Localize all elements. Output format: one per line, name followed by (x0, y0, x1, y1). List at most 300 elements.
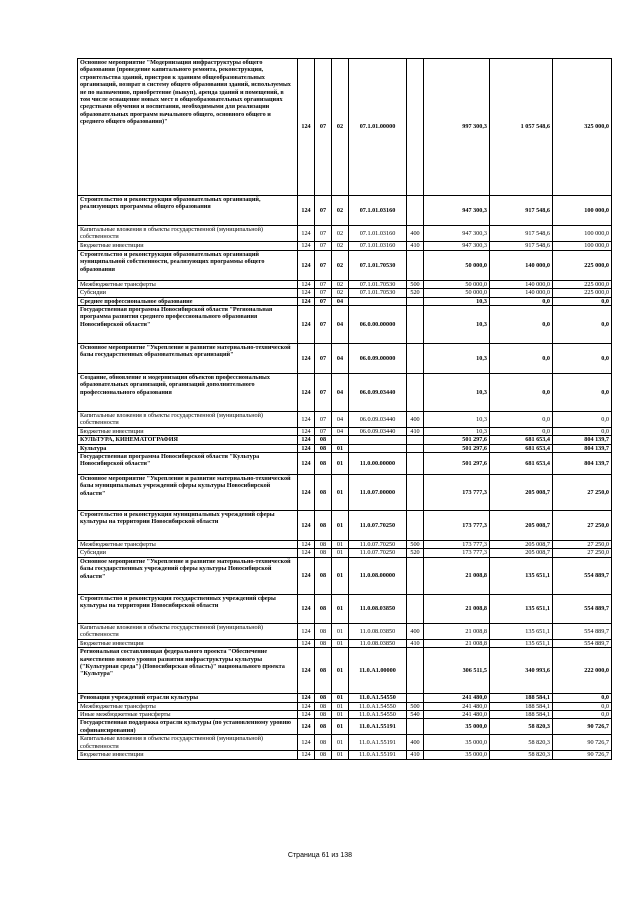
row-amount-3: 90 726,7 (553, 719, 612, 735)
row-name: Основное мероприятие "Укрепление и развитие материально-технической базы государственных образовательных организаций" (78, 344, 298, 374)
row-target-article: 07.1.01.03160 (349, 226, 407, 242)
row-subsection: 01 (332, 648, 349, 694)
row-amount-1: 997 300,3 (424, 59, 490, 196)
row-grbs: 124 (298, 226, 315, 242)
table-row (78, 444, 612, 452)
table-row (78, 280, 612, 288)
row-amount-2: 140 000,0 (490, 280, 553, 288)
row-section: 07 (315, 289, 332, 297)
row-name: Среднее профессиональное образование (78, 297, 298, 305)
row-grbs: 124 (298, 374, 315, 412)
row-amount-2: 58 820,3 (490, 719, 553, 735)
row-subsection: 02 (332, 226, 349, 242)
row-amount-1: 10,3 (424, 306, 490, 344)
row-amount-2: 135 651,1 (490, 557, 553, 594)
row-name: Реновация учреждений отрасли культуры (78, 694, 298, 702)
row-target-article: 06.0.09.00000 (349, 344, 407, 374)
table-row (78, 719, 612, 735)
row-expense-type (407, 344, 424, 374)
row-name: Субсидии (78, 549, 298, 557)
row-subsection: 01 (332, 639, 349, 647)
row-amount-3: 0,0 (553, 344, 612, 374)
row-amount-3: 804 139,7 (553, 444, 612, 452)
row-amount-1: 947 300,3 (424, 241, 490, 250)
row-amount-1: 35 000,0 (424, 735, 490, 751)
row-amount-3: 554 889,7 (553, 639, 612, 647)
row-amount-1: 35 000,0 (424, 719, 490, 735)
row-amount-1: 10,3 (424, 427, 490, 435)
row-section: 07 (315, 344, 332, 374)
row-amount-3: 0,0 (553, 702, 612, 710)
row-expense-type: 400 (407, 226, 424, 242)
row-expense-type: 500 (407, 702, 424, 710)
row-expense-type (407, 475, 424, 511)
table-row (78, 710, 612, 718)
row-subsection: 01 (332, 511, 349, 541)
row-amount-1: 10,3 (424, 344, 490, 374)
row-amount-1: 306 511,5 (424, 648, 490, 694)
budget-table (77, 58, 612, 760)
row-amount-2: 140 000,0 (490, 250, 553, 280)
row-target-article: 11.0.A1.55191 (349, 751, 407, 759)
table-row (78, 59, 612, 196)
row-expense-type: 400 (407, 735, 424, 751)
row-target-article: 11.0.A1.54550 (349, 694, 407, 702)
row-amount-2: 205 008,7 (490, 541, 553, 549)
row-amount-3: 90 726,7 (553, 735, 612, 751)
row-amount-1: 50 000,0 (424, 250, 490, 280)
table-row (78, 511, 612, 541)
row-target-article: 11.0.A1.54550 (349, 710, 407, 718)
page-footer: Страница 61 из 138 (287, 852, 353, 859)
row-amount-2: 681 653,4 (490, 453, 553, 475)
row-name: Строительство и реконструкция образовательных организаций, реализующих программы общего образования (78, 196, 298, 226)
row-amount-1: 173 777,3 (424, 541, 490, 549)
row-target-article: 11.0.08.03850 (349, 594, 407, 623)
row-grbs: 124 (298, 412, 315, 428)
row-name: Государственная поддержка отрасли культуры (по установленному уровню софинансирования) (78, 719, 298, 735)
row-grbs: 124 (298, 541, 315, 549)
row-target-article (349, 444, 407, 452)
row-amount-1: 947 300,3 (424, 226, 490, 242)
row-expense-type (407, 306, 424, 344)
row-section: 08 (315, 719, 332, 735)
row-target-article: 11.0.08.03850 (349, 623, 407, 639)
row-expense-type (407, 594, 424, 623)
row-expense-type: 520 (407, 289, 424, 297)
row-section: 07 (315, 241, 332, 250)
row-amount-3: 0,0 (553, 427, 612, 435)
row-amount-1: 21 008,8 (424, 557, 490, 594)
row-amount-3: 225 000,0 (553, 250, 612, 280)
row-amount-2: 0,0 (490, 412, 553, 428)
table-row (78, 735, 612, 751)
row-section: 08 (315, 436, 332, 444)
row-section: 08 (315, 639, 332, 647)
table-row (78, 241, 612, 250)
row-amount-1: 10,3 (424, 297, 490, 305)
row-subsection: 01 (332, 710, 349, 718)
row-amount-3: 804 139,7 (553, 436, 612, 444)
row-section: 08 (315, 557, 332, 594)
row-section: 08 (315, 444, 332, 452)
row-expense-type: 500 (407, 280, 424, 288)
row-target-article: 06.0.09.03440 (349, 427, 407, 435)
row-amount-3: 27 250,0 (553, 475, 612, 511)
table-row (78, 557, 612, 594)
row-expense-type: 400 (407, 623, 424, 639)
row-amount-2: 917 548,6 (490, 226, 553, 242)
row-name: Региональная составляющая федерального проекта "Обеспечение качественно нового уровня развития инфраструктуры культуры ("Культурная среда") (Новосибирская область)" национального проекта "Культура" (78, 648, 298, 694)
row-name: Создание, обновление и модернизация объектов профессиональных образовательных организаций, организаций дополнительного профессионального образования (78, 374, 298, 412)
row-section: 08 (315, 751, 332, 759)
row-amount-3: 222 000,0 (553, 648, 612, 694)
row-amount-3: 27 250,0 (553, 541, 612, 549)
row-name: Государственная программа Новосибирской области "Региональная программа развития среднего профессионального образования Новосибирской области" (78, 306, 298, 344)
row-section: 07 (315, 226, 332, 242)
row-section: 08 (315, 594, 332, 623)
row-target-article: 11.0.A1.55191 (349, 719, 407, 735)
row-amount-3: 804 139,7 (553, 453, 612, 475)
row-target-article (349, 436, 407, 444)
row-expense-type: 410 (407, 751, 424, 759)
table-row (78, 306, 612, 344)
row-grbs: 124 (298, 475, 315, 511)
row-section: 07 (315, 297, 332, 305)
row-amount-2: 0,0 (490, 374, 553, 412)
row-target-article: 06.0.09.03440 (349, 412, 407, 428)
row-amount-2: 917 548,6 (490, 241, 553, 250)
table-row (78, 374, 612, 412)
row-amount-2: 0,0 (490, 344, 553, 374)
table-row (78, 639, 612, 647)
row-subsection: 01 (332, 475, 349, 511)
row-target-article: 07.1.01.03160 (349, 241, 407, 250)
table-row (78, 412, 612, 428)
row-amount-1: 10,3 (424, 374, 490, 412)
row-amount-3: 0,0 (553, 306, 612, 344)
row-grbs: 124 (298, 710, 315, 718)
row-amount-1: 173 777,3 (424, 475, 490, 511)
row-amount-3: 27 250,0 (553, 511, 612, 541)
row-amount-1: 50 000,0 (424, 289, 490, 297)
row-name: Строительство и реконструкция государственных учреждений сферы культуры на территории Новосибирской области (78, 594, 298, 623)
row-section: 08 (315, 453, 332, 475)
row-name: Бюджетные инвестиции (78, 639, 298, 647)
row-grbs: 124 (298, 250, 315, 280)
row-amount-1: 501 297,6 (424, 444, 490, 452)
row-name: Основное мероприятие "Укрепление и развитие материально-технической базы муниципальных учреждений сферы культуры Новосибирской области" (78, 475, 298, 511)
row-name: КУЛЬТУРА, КИНЕМАТОГРАФИЯ (78, 436, 298, 444)
row-amount-3: 0,0 (553, 374, 612, 412)
row-name: Строительство и реконструкция образовательных организаций муниципальной собственности, реализующих программы общего образования (78, 250, 298, 280)
row-subsection: 01 (332, 751, 349, 759)
row-amount-1: 241 480,0 (424, 710, 490, 718)
row-expense-type (407, 297, 424, 305)
row-amount-2: 0,0 (490, 297, 553, 305)
row-amount-3: 225 000,0 (553, 280, 612, 288)
row-section: 08 (315, 475, 332, 511)
row-amount-3: 0,0 (553, 412, 612, 428)
row-subsection: 02 (332, 59, 349, 196)
row-subsection: 04 (332, 344, 349, 374)
row-grbs: 124 (298, 280, 315, 288)
row-amount-3: 0,0 (553, 710, 612, 718)
row-target-article: 11.0.07.70250 (349, 511, 407, 541)
row-amount-2: 205 008,7 (490, 511, 553, 541)
row-target-article: 07.1.01.70530 (349, 250, 407, 280)
row-target-article: 11.0.A1.55191 (349, 735, 407, 751)
row-grbs: 124 (298, 735, 315, 751)
row-grbs: 124 (298, 297, 315, 305)
row-name: Иные межбюджетные трансферты (78, 710, 298, 718)
row-grbs: 124 (298, 751, 315, 759)
row-expense-type (407, 196, 424, 226)
row-target-article: 11.0.07.70250 (349, 541, 407, 549)
table-row (78, 427, 612, 435)
row-name: Капитальные вложения в объекты государственной (муниципальной) собственности (78, 623, 298, 639)
row-section: 08 (315, 541, 332, 549)
row-amount-2: 340 993,6 (490, 648, 553, 694)
row-grbs: 124 (298, 594, 315, 623)
row-amount-2: 681 653,4 (490, 436, 553, 444)
row-subsection: 01 (332, 702, 349, 710)
row-amount-2: 205 008,7 (490, 475, 553, 511)
row-name: Бюджетные инвестиции (78, 427, 298, 435)
row-subsection: 04 (332, 374, 349, 412)
row-expense-type (407, 453, 424, 475)
row-expense-type (407, 694, 424, 702)
row-amount-1: 50 000,0 (424, 280, 490, 288)
table-body (78, 59, 612, 760)
row-expense-type: 410 (407, 639, 424, 647)
row-grbs: 124 (298, 453, 315, 475)
row-subsection: 02 (332, 280, 349, 288)
table-row (78, 196, 612, 226)
table-row (78, 289, 612, 297)
row-amount-3: 554 889,7 (553, 594, 612, 623)
row-subsection: 01 (332, 623, 349, 639)
row-grbs: 124 (298, 427, 315, 435)
row-target-article: 11.0.08.00000 (349, 557, 407, 594)
table-row (78, 751, 612, 759)
row-name: Капитальные вложения в объекты государственной (муниципальной) собственности (78, 226, 298, 242)
row-subsection: 01 (332, 541, 349, 549)
row-name: Межбюджетные трансферты (78, 702, 298, 710)
row-amount-3: 100 000,0 (553, 241, 612, 250)
table-row (78, 594, 612, 623)
row-expense-type (407, 444, 424, 452)
row-expense-type: 400 (407, 412, 424, 428)
row-amount-1: 947 300,3 (424, 196, 490, 226)
row-expense-type (407, 511, 424, 541)
row-name: Государственная программа Новосибирской области "Культура Новосибирской области" (78, 453, 298, 475)
table-row (78, 436, 612, 444)
row-target-article: 07.1.01.70530 (349, 289, 407, 297)
table-row (78, 453, 612, 475)
row-grbs: 124 (298, 639, 315, 647)
row-target-article: 11.0.A1.54550 (349, 702, 407, 710)
row-amount-1: 10,3 (424, 412, 490, 428)
row-target-article: 07.1.01.70530 (349, 280, 407, 288)
row-expense-type (407, 250, 424, 280)
row-expense-type (407, 719, 424, 735)
row-expense-type (407, 436, 424, 444)
row-grbs: 124 (298, 648, 315, 694)
table-row (78, 475, 612, 511)
row-amount-3: 0,0 (553, 694, 612, 702)
row-section: 07 (315, 427, 332, 435)
row-subsection: 01 (332, 444, 349, 452)
row-expense-type: 520 (407, 549, 424, 557)
row-name: Основное мероприятие "Укрепление и развитие материально-технической базы государственных учреждений сферы культуры Новосибирской области" (78, 557, 298, 594)
table-row (78, 541, 612, 549)
row-section: 07 (315, 280, 332, 288)
row-target-article: 06.0.00.00000 (349, 306, 407, 344)
row-subsection: 01 (332, 694, 349, 702)
row-grbs: 124 (298, 702, 315, 710)
row-amount-3: 90 726,7 (553, 751, 612, 759)
row-target-article: 11.0.00.00000 (349, 453, 407, 475)
row-section: 07 (315, 250, 332, 280)
row-subsection: 02 (332, 196, 349, 226)
row-target-article: 11.0.08.03850 (349, 639, 407, 647)
row-amount-2: 205 008,7 (490, 549, 553, 557)
row-subsection: 04 (332, 427, 349, 435)
row-expense-type (407, 374, 424, 412)
row-amount-1: 21 008,8 (424, 639, 490, 647)
row-subsection: 04 (332, 306, 349, 344)
row-section: 08 (315, 623, 332, 639)
row-grbs: 124 (298, 344, 315, 374)
row-amount-1: 21 008,8 (424, 623, 490, 639)
row-expense-type: 500 (407, 541, 424, 549)
row-subsection: 01 (332, 719, 349, 735)
row-section: 07 (315, 412, 332, 428)
row-section: 07 (315, 374, 332, 412)
row-section: 08 (315, 549, 332, 557)
row-target-article: 11.0.07.70250 (349, 549, 407, 557)
row-amount-2: 0,0 (490, 306, 553, 344)
row-name: Субсидии (78, 289, 298, 297)
row-grbs: 124 (298, 694, 315, 702)
row-name: Межбюджетные трансферты (78, 541, 298, 549)
row-expense-type: 540 (407, 710, 424, 718)
row-subsection: 01 (332, 594, 349, 623)
row-amount-3: 27 250,0 (553, 549, 612, 557)
table-row (78, 344, 612, 374)
row-name: Бюджетные инвестиции (78, 241, 298, 250)
row-target-article: 07.1.01.00000 (349, 59, 407, 196)
row-amount-2: 140 000,0 (490, 289, 553, 297)
row-amount-3: 554 889,7 (553, 557, 612, 594)
row-grbs: 124 (298, 444, 315, 452)
row-section: 07 (315, 196, 332, 226)
row-grbs: 124 (298, 719, 315, 735)
row-grbs: 124 (298, 196, 315, 226)
row-subsection: 02 (332, 250, 349, 280)
row-subsection: 02 (332, 289, 349, 297)
row-expense-type: 410 (407, 241, 424, 250)
row-amount-3: 225 000,0 (553, 289, 612, 297)
row-section: 08 (315, 694, 332, 702)
row-name: Межбюджетные трансферты (78, 280, 298, 288)
row-subsection: 01 (332, 549, 349, 557)
row-grbs: 124 (298, 557, 315, 594)
row-amount-1: 173 777,3 (424, 511, 490, 541)
row-amount-2: 58 820,3 (490, 735, 553, 751)
row-amount-1: 241 480,0 (424, 702, 490, 710)
row-name: Капитальные вложения в объекты государственной (муниципальной) собственности (78, 412, 298, 428)
row-amount-2: 188 584,1 (490, 702, 553, 710)
row-expense-type (407, 59, 424, 196)
table-row (78, 694, 612, 702)
row-amount-2: 188 584,1 (490, 694, 553, 702)
row-amount-2: 135 651,1 (490, 594, 553, 623)
row-section: 08 (315, 710, 332, 718)
row-target-article (349, 297, 407, 305)
row-subsection: 04 (332, 297, 349, 305)
row-grbs: 124 (298, 59, 315, 196)
row-amount-1: 501 297,6 (424, 436, 490, 444)
row-expense-type (407, 557, 424, 594)
table-row (78, 226, 612, 242)
row-amount-3: 325 000,0 (553, 59, 612, 196)
row-amount-2: 0,0 (490, 427, 553, 435)
table-row (78, 549, 612, 557)
row-amount-1: 35 000,0 (424, 751, 490, 759)
row-amount-1: 21 008,8 (424, 594, 490, 623)
row-amount-3: 100 000,0 (553, 196, 612, 226)
row-section: 08 (315, 735, 332, 751)
row-grbs: 124 (298, 289, 315, 297)
row-name: Строительство и реконструкция муниципальных учреждений сферы культуры на территории Новосибирской области (78, 511, 298, 541)
row-section: 08 (315, 702, 332, 710)
row-subsection: 01 (332, 735, 349, 751)
row-amount-3: 100 000,0 (553, 226, 612, 242)
row-amount-1: 241 480,0 (424, 694, 490, 702)
row-amount-2: 1 057 548,6 (490, 59, 553, 196)
row-target-article: 06.0.09.03440 (349, 374, 407, 412)
row-section: 07 (315, 306, 332, 344)
row-amount-2: 58 820,3 (490, 751, 553, 759)
row-amount-2: 681 653,4 (490, 444, 553, 452)
row-subsection: 01 (332, 453, 349, 475)
table-row (78, 648, 612, 694)
row-name: Бюджетные инвестиции (78, 751, 298, 759)
row-subsection: 02 (332, 241, 349, 250)
row-section: 07 (315, 59, 332, 196)
row-grbs: 124 (298, 436, 315, 444)
row-subsection (332, 436, 349, 444)
row-name: Культура (78, 444, 298, 452)
row-subsection: 01 (332, 557, 349, 594)
row-expense-type (407, 648, 424, 694)
row-grbs: 124 (298, 241, 315, 250)
row-name: Основное мероприятие "Модернизация инфраструктуры общего образования (проведение капитального ремонта, реконструкции, строительства зданий, пристроя к зданиям общеобразовательных организаций, возврат в систему общего образования зданий, используемых не по назначению, приобретение (выкуп), аренда зданий и помещений, в том числе оснащение новых мест в общеобразовательных организациях средствами обучения и воспитания, необходимыми для реализации образовательных программ начального общего, основного общего и среднего общего образования)" (78, 59, 298, 196)
row-target-article: 07.1.01.03160 (349, 196, 407, 226)
row-section: 08 (315, 648, 332, 694)
row-amount-2: 135 651,1 (490, 639, 553, 647)
row-target-article: 11.0.A1.00000 (349, 648, 407, 694)
row-amount-1: 173 777,3 (424, 549, 490, 557)
row-expense-type: 410 (407, 427, 424, 435)
table-row (78, 702, 612, 710)
row-amount-2: 917 548,6 (490, 196, 553, 226)
row-grbs: 124 (298, 623, 315, 639)
row-amount-2: 188 584,1 (490, 710, 553, 718)
row-amount-3: 0,0 (553, 297, 612, 305)
